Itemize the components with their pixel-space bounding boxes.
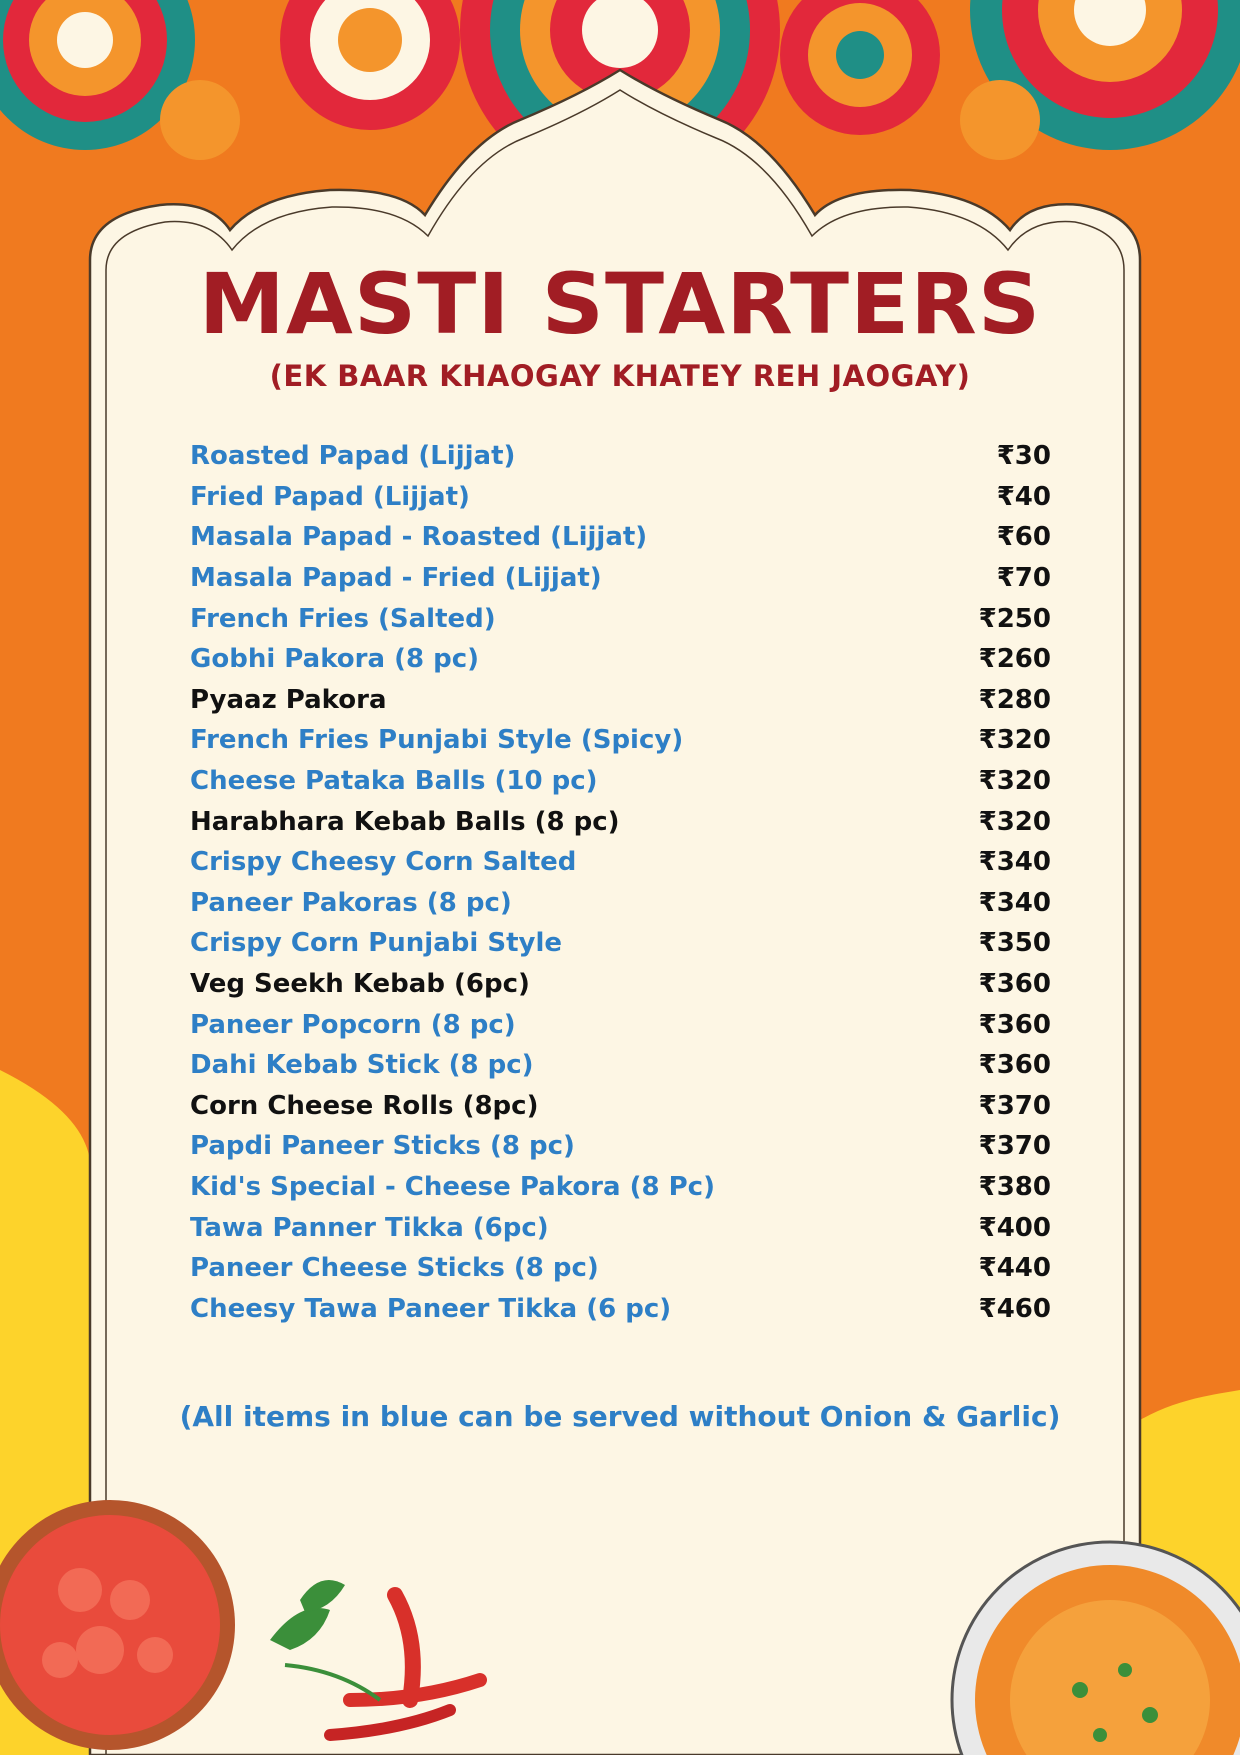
menu-item-name: Veg Seekh Kebab (6pc) bbox=[190, 969, 530, 1000]
menu-item-name: French Fries (Salted) bbox=[190, 603, 496, 634]
menu-item-name: Gobhi Pakora (8 pc) bbox=[190, 644, 479, 675]
menu-item bbox=[190, 1207, 1051, 1248]
menu-item bbox=[190, 1086, 1051, 1127]
menu-item-name: French Fries Punjabi Style (Spicy) bbox=[190, 725, 684, 756]
menu-item-price: ₹340 bbox=[978, 847, 1051, 878]
menu-item-name: Masala Papad - Roasted (Lijjat) bbox=[190, 522, 648, 553]
menu-item-price: ₹320 bbox=[978, 766, 1051, 797]
menu-item-name: Roasted Papad (Lijjat) bbox=[190, 441, 516, 472]
menu-item bbox=[190, 436, 1051, 477]
menu-item bbox=[190, 842, 1051, 883]
menu-item-name: Crispy Corn Punjabi Style bbox=[190, 928, 562, 959]
menu-item-price: ₹360 bbox=[978, 1050, 1051, 1081]
menu-item bbox=[190, 558, 1051, 599]
menu-item-price: ₹250 bbox=[978, 603, 1051, 634]
menu-item-price: ₹40 bbox=[996, 481, 1051, 512]
menu-item-price: ₹370 bbox=[978, 1090, 1051, 1121]
menu-item-name: Dahi Kebab Stick (8 pc) bbox=[190, 1050, 534, 1081]
menu-item-price: ₹340 bbox=[978, 887, 1051, 918]
menu-item-name: Fried Papad (Lijjat) bbox=[190, 481, 470, 512]
menu-item bbox=[190, 598, 1051, 639]
menu-item bbox=[190, 1004, 1051, 1045]
menu-item-price: ₹370 bbox=[978, 1131, 1051, 1162]
menu-item-price: ₹360 bbox=[978, 969, 1051, 1000]
menu-item bbox=[190, 517, 1051, 558]
menu-item-list bbox=[190, 436, 1051, 1329]
menu-item-name: Cheesy Tawa Paneer Tikka (6 pc) bbox=[190, 1293, 672, 1324]
menu-item bbox=[190, 1167, 1051, 1208]
menu-item-price: ₹350 bbox=[978, 928, 1051, 959]
menu-item bbox=[190, 1126, 1051, 1167]
menu-item bbox=[190, 639, 1051, 680]
menu-item-name: Papdi Paneer Sticks (8 pc) bbox=[190, 1131, 575, 1162]
menu-item bbox=[190, 883, 1051, 924]
menu-item bbox=[190, 801, 1051, 842]
menu-item-name: Paneer Popcorn (8 pc) bbox=[190, 1009, 516, 1040]
menu-item bbox=[190, 964, 1051, 1005]
menu-item bbox=[190, 761, 1051, 802]
menu-item bbox=[190, 1045, 1051, 1086]
menu-item-name: Pyaaz Pakora bbox=[190, 684, 387, 715]
menu-item-price: ₹400 bbox=[978, 1212, 1051, 1243]
menu-item bbox=[190, 477, 1051, 518]
page-title: MASTI STARTERS bbox=[198, 255, 1042, 353]
menu-item-price: ₹320 bbox=[978, 725, 1051, 756]
menu-item-name: Tawa Panner Tikka (6pc) bbox=[190, 1212, 549, 1243]
menu-item-price: ₹380 bbox=[978, 1171, 1051, 1202]
menu-item-price: ₹360 bbox=[978, 1009, 1051, 1040]
menu-item-name: Kid's Special - Cheese Pakora (8 Pc) bbox=[190, 1171, 715, 1202]
menu-item bbox=[190, 923, 1051, 964]
menu-item-price: ₹70 bbox=[996, 563, 1051, 594]
menu-item-name: Harabhara Kebab Balls (8 pc) bbox=[190, 806, 620, 837]
menu-item-name: Masala Papad - Fried (Lijjat) bbox=[190, 563, 602, 594]
onion-garlic-note: (All items in blue can be served without Onion & Garlic) bbox=[179, 1400, 1061, 1433]
menu-item bbox=[190, 1288, 1051, 1329]
menu-item bbox=[190, 680, 1051, 721]
menu-item-name: Cheese Pataka Balls (10 pc) bbox=[190, 766, 598, 797]
menu-item bbox=[190, 720, 1051, 761]
menu-item-price: ₹260 bbox=[978, 644, 1051, 675]
menu-item-name: Crispy Cheesy Corn Salted bbox=[190, 847, 577, 878]
menu-item-price: ₹280 bbox=[978, 684, 1051, 715]
menu-item-price: ₹320 bbox=[978, 806, 1051, 837]
menu-item-price: ₹60 bbox=[996, 522, 1051, 553]
menu-item-price: ₹460 bbox=[978, 1293, 1051, 1324]
menu-item-name: Corn Cheese Rolls (8pc) bbox=[190, 1090, 539, 1121]
menu-item-name: Paneer Cheese Sticks (8 pc) bbox=[190, 1253, 599, 1284]
menu-item bbox=[190, 1248, 1051, 1289]
page-subtitle: (EK BAAR KHAOGAY KHATEY REH JAOGAY) bbox=[269, 359, 971, 393]
menu-item-price: ₹440 bbox=[978, 1253, 1051, 1284]
menu-item-name: Paneer Pakoras (8 pc) bbox=[190, 887, 512, 918]
menu-item-price: ₹30 bbox=[996, 441, 1051, 472]
